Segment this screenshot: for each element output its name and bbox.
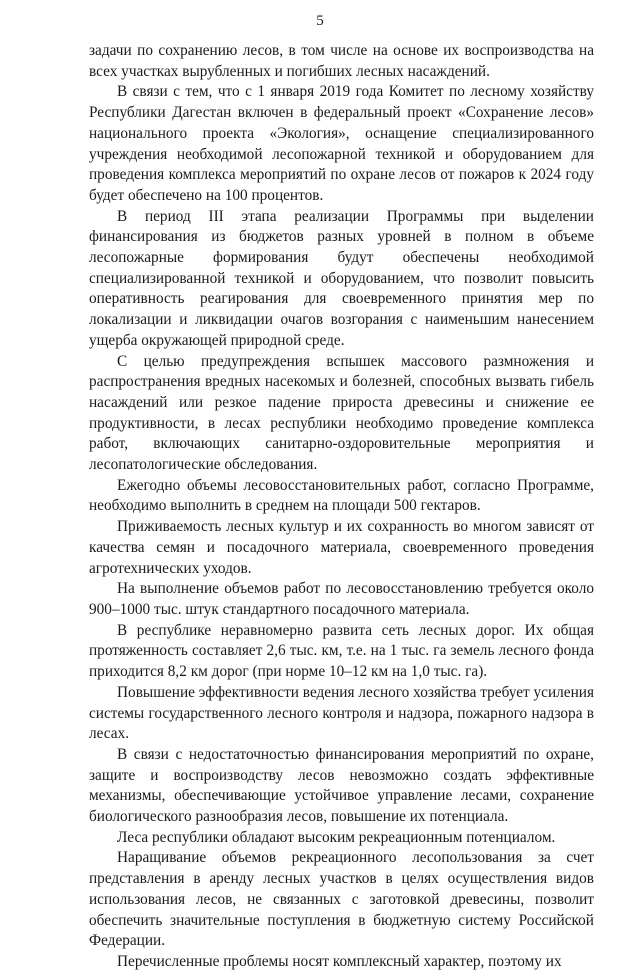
paragraph: С целью предупреждения вспышек массового размножения и распространения вредных насекомых и болезней, способных вызвать гибель насаждений или резкое падение прироста древесины и снижение ее продуктивности, в лесах республики необходимо проведение комплекса работ, включающих санитарно-оздоровительные мероприятия и лесопатологические обследования. [89,352,594,474]
paragraph: В период III этапа реализации Программы при выделении финансирования из бюджетов разных уровней в полном в объеме лесопожарные формирования будут обеспечены необходимой специализированной техникой и оборудованием, что позволит повысить оперативность реагирования для своевременного принятия мер по локализации и ликвидации очагов возгорания с наименьшим нанесением ущерба окружающей природной среде. [89,207,594,349]
paragraph: В связи с недостаточностью финансирования мероприятий по охране, защите и воспроизводству лесов невозможно создать эффективные механизмы, обеспечивающие устойчивое управление лесами, сохранение биологического разнообразия лесов, повышение их потенциала. [89,745,594,826]
paragraph: Повышение эффективности ведения лесного хозяйства требует усиления системы государственного лесного контроля и надзора, пожарного надзора в лесах. [89,683,594,743]
paragraph: задачи по сохранению лесов, в том числе на основе их воспроизводства на всех участках вырубленных и погибших лесных насаждений. [89,42,594,80]
paragraph: В связи с тем, что с 1 января 2019 года Комитет по лесному хозяйству Республики Дагестан включен в федеральный проект «Сохранение лесов» национального проекта «Экология», оснащение специализированного учреждения необходимой лесопожарной техникой и оборудованием для проведения комплекса мероприятий по охране лесов от пожаров к 2024 году будет обеспечено на 100 процентов. [89,83,594,204]
paragraph: На выполнение объемов работ по лесовосстановлению требуется около 900–1000 тыс. штук стандартного посадочного материала. [89,580,594,618]
paragraph: Наращивание объемов рекреационного лесопользования за счет представления в аренду лесных участков в целях осуществления видов использования лесов, не связанных с заготовкой древесины, позволит обеспечить значительные поступления в бюджетную систему Российской Федерации. [89,849,594,950]
paragraph: В республике неравномерно развита сеть лесных дорог. Их общая протяженность составляет 2,6 тыс. км, т.е. на 1 тыс. га земель лесного фонда приходится 8,2 км дорог (при норме 10–12 км на 1,0 тыс. га). [89,621,594,681]
paragraph: Приживаемость лесных культур и их сохранность во многом зависят от качества семян и посадочного материала, своевременного проведения агротехнических уходов. [89,518,594,577]
paragraph: Леса республики обладают высоким рекреационным потенциалом. [117,828,556,846]
paragraph: Ежегодно объемы лесовосстановительных работ, согласно Программе, необходимо выполнить в среднем на площади 500 гектаров. [89,476,594,515]
paragraph: Перечисленные проблемы носят комплексный характер, поэтому их [117,952,562,970]
document-body [89,41,594,973]
page-number: 5 [316,13,324,29]
